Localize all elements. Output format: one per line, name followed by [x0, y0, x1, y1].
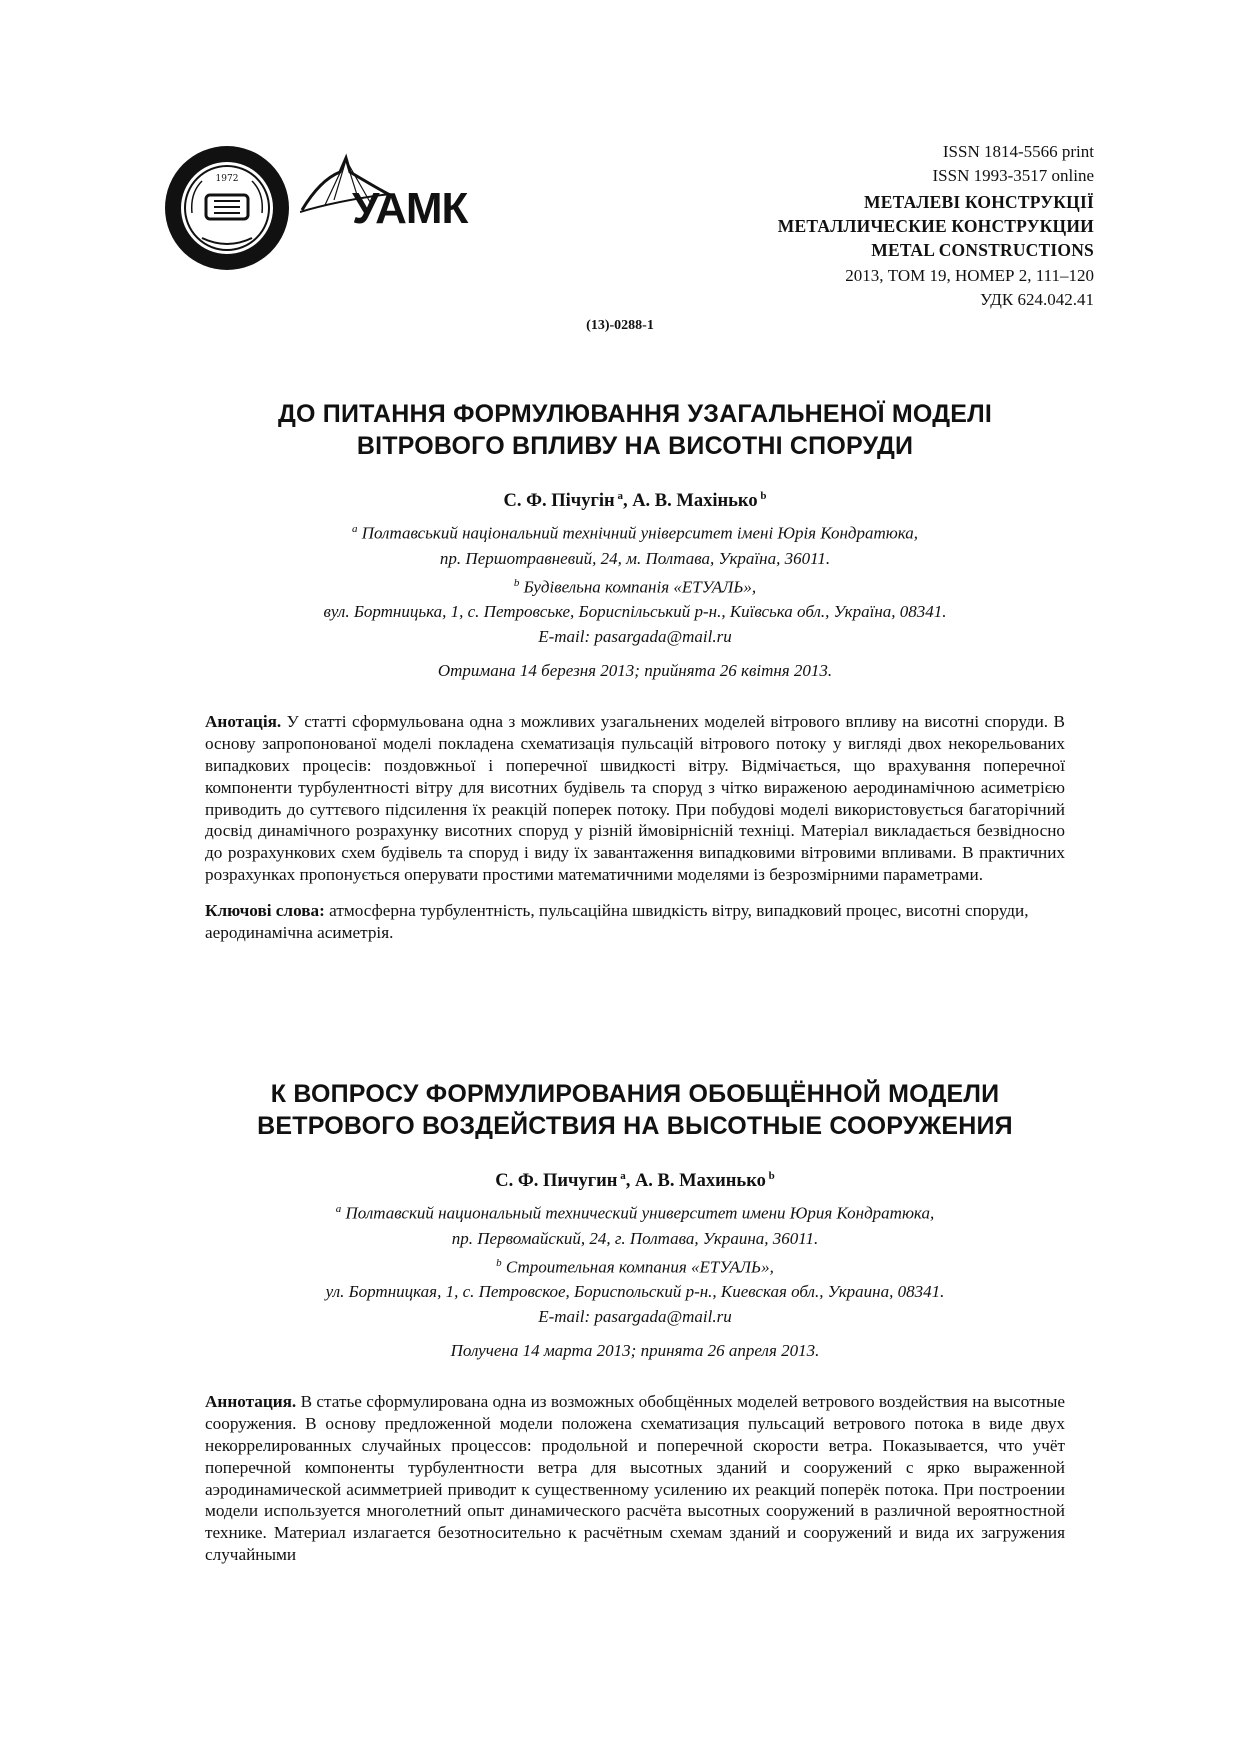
uamk-logo	[300, 150, 500, 240]
author-1: С. Ф. Пічугін	[503, 491, 615, 512]
email: E-mail: pasargada@mail.ru	[538, 1307, 732, 1327]
author-1: С. Ф. Пичугин	[495, 1171, 618, 1192]
title-ru-line1: К ВОПРОСУ ФОРМУЛИРОВАНИЯ ОБОБЩЁННОЙ МОДЕЛИ	[270, 1080, 1000, 1108]
title-ua-line2: ВІТРОВОГО ВПЛИВУ НА ВИСОТНІ СПОРУДИ	[356, 432, 914, 460]
aff-a-line2: пр. Первомайский, 24, г. Полтава, Украина, 36011.	[451, 1228, 819, 1248]
title-ru	[205, 1078, 1065, 1142]
title-ua	[205, 398, 1065, 462]
journal-name-ru: МЕТАЛЛИЧЕСКИЕ КОНСТРУКЦИИ	[777, 216, 1094, 236]
affiliations-ua: $^a$ Полтавський національний технічний університет імені Юрія Кондратюка, пр. Першотравневий, 24, м. Полтава, Україна, 36011. $^b$ Будівельна компанія «ЕТУАЛЬ», вул. Бортницька, 1, с. Петровське, Бориспільський р-н., Київська обл., Україна, 08341. E-mail: pasargada@mail.ru	[205, 517, 1065, 649]
seal-year: 1972	[215, 174, 239, 184]
authors-ua: С. Ф. Пічугін $^a$, А. В. Махінько $^b$	[503, 490, 767, 512]
paper-id: (13)-0288-1	[586, 318, 654, 333]
aff-b-line1: Строительная компания «ЕТУАЛЬ»,	[505, 1257, 774, 1277]
journal-name-ua: МЕТАЛЕВІ КОНСТРУКЦІЇ	[863, 192, 1094, 212]
keywords-label: Ключові слова:	[205, 900, 325, 920]
abstract-text: У статті сформульована одна з можливих узагальнених моделей вітрового впливу на висотні споруди. В основу запропонованої моделі покладена схематизація пульсацій вітрового потоку у вигляді двох некорельованих випадкових процесів: поздовжньої і поперечної швидкості вітру. Відмічається, що врахування поперечної компоненти турбулентності вітру для висотних будівель та споруд з чітко вираженою аеродинамічною асиметрією приводить до суттєвого підсилення їх реакцій поперек потоку. При побудові моделі використовується багаторічний досвід динамічного розрахунку висотних споруд у різній ймовірнісній техніці. Матеріал викладається безвідносно до розрахункових схем будівель та споруд і виду їх завантаження випадковими вітровими впливами. В практичних розрахунках пропонується оперувати простими математичними моделями із безрозмірними параметрами.	[205, 712, 1066, 885]
aff-a-line1: Полтавский национальный технический университет имени Юрия Кондратюка,	[345, 1203, 935, 1223]
abstract-text: В статье сформулирована одна из возможных обобщённых моделей ветрового воздействия на высотные сооружения. В основу предложенной модели положена схематизация пульсаций ветрового потока в виде двух некоррелированных случайных процессов: продольной и поперечной скорости ветра. Показывается, что учёт поперечной компоненты турбулентности ветра для высотных зданий и сооружений с ярко выраженной аэродинамической асимметрией приводит к существенному усилению их реакций поперёк потока. При построении модели используется многолетний опыт динамического расчёта высотных сооружений в различной вероятностной технике. Материал излагается безотносительно к расчётным схемам зданий и сооружений и вида их загружения случайными	[205, 1392, 1065, 1565]
abstract-label: Анотація.	[205, 712, 282, 732]
title-ru-line2: ВЕТРОВОГО ВОЗДЕЙСТВИЯ НА ВЫСОТНЫЕ СООРУЖЕНИЯ	[257, 1112, 1013, 1140]
university-seal-logo	[162, 143, 292, 273]
aff-a-line2: пр. Першотравневий, 24, м. Полтава, Україна, 36011.	[439, 548, 831, 568]
abstract-label: Аннотация.	[205, 1392, 297, 1412]
udk: УДК 624.042.41	[979, 290, 1094, 309]
aff-b-line1: Будівельна компанія «ЕТУАЛЬ»,	[523, 577, 757, 597]
russian-section	[205, 1078, 1065, 1566]
email: E-mail: pasargada@mail.ru	[538, 627, 732, 647]
author-2: А. В. Махинько	[634, 1171, 766, 1192]
author-2: А. В. Махінько	[632, 491, 758, 512]
abstract-ua	[205, 711, 1065, 885]
title-ua-line1: ДО ПИТАННЯ ФОРМУЛЮВАННЯ УЗАГАЛЬНЕНОЇ МОДЕЛІ	[278, 400, 992, 428]
keywords-text: атмосферна турбулентність, пульсаційна швидкість вітру, випадковий процес, висотні споруди, аеродинамічна асиметрія.	[205, 900, 1029, 942]
volume-info: 2013, ТОМ 19, НОМЕР 2, 111–120	[845, 266, 1094, 285]
journal-name-en: METAL CONSTRUCTIONS	[871, 240, 1094, 260]
abstract-ru	[205, 1391, 1065, 1565]
aff-a-line1: Полтавський національний технічний університет імені Юрія Кондратюка,	[361, 523, 919, 543]
dates-ua: Отримана 14 березня 2013; прийнята 26 квітня 2013.	[437, 661, 833, 681]
ukrainian-section	[205, 398, 1065, 943]
affiliations-ru: $^a$ Полтавский национальный технический университет имени Юрия Кондратюка, пр. Первомайский, 24, г. Полтава, Украина, 36011. $^b$ Строительная компания «ЕТУАЛЬ», ул. Бортницкая, 1, с. Петровское, Бориспольский р-н., Киевская обл., Украина, 08341. E-mail: pasargada@mail.ru	[205, 1197, 1065, 1329]
issn-online: ISSN 1993-3517 online	[932, 166, 1094, 185]
issn-print: ISSN 1814-5566 print	[942, 142, 1094, 161]
keywords-ua	[205, 900, 1065, 944]
journal-info	[674, 140, 1094, 312]
aff-b-line2: вул. Бортницька, 1, с. Петровське, Бориспільський р-н., Київська обл., Україна, 08341.	[323, 602, 947, 622]
authors-ru: С. Ф. Пичугин $^a$, А. В. Махинько $^b$	[495, 1170, 775, 1192]
aff-b-line2: ул. Бортницкая, 1, с. Петровское, Бориспольский р-н., Киевская обл., Украина, 08341.	[325, 1282, 945, 1302]
dates-ru: Получена 14 марта 2013; принята 26 апреля 2013.	[450, 1341, 820, 1361]
uamk-logo-text: УАМК	[352, 184, 468, 233]
